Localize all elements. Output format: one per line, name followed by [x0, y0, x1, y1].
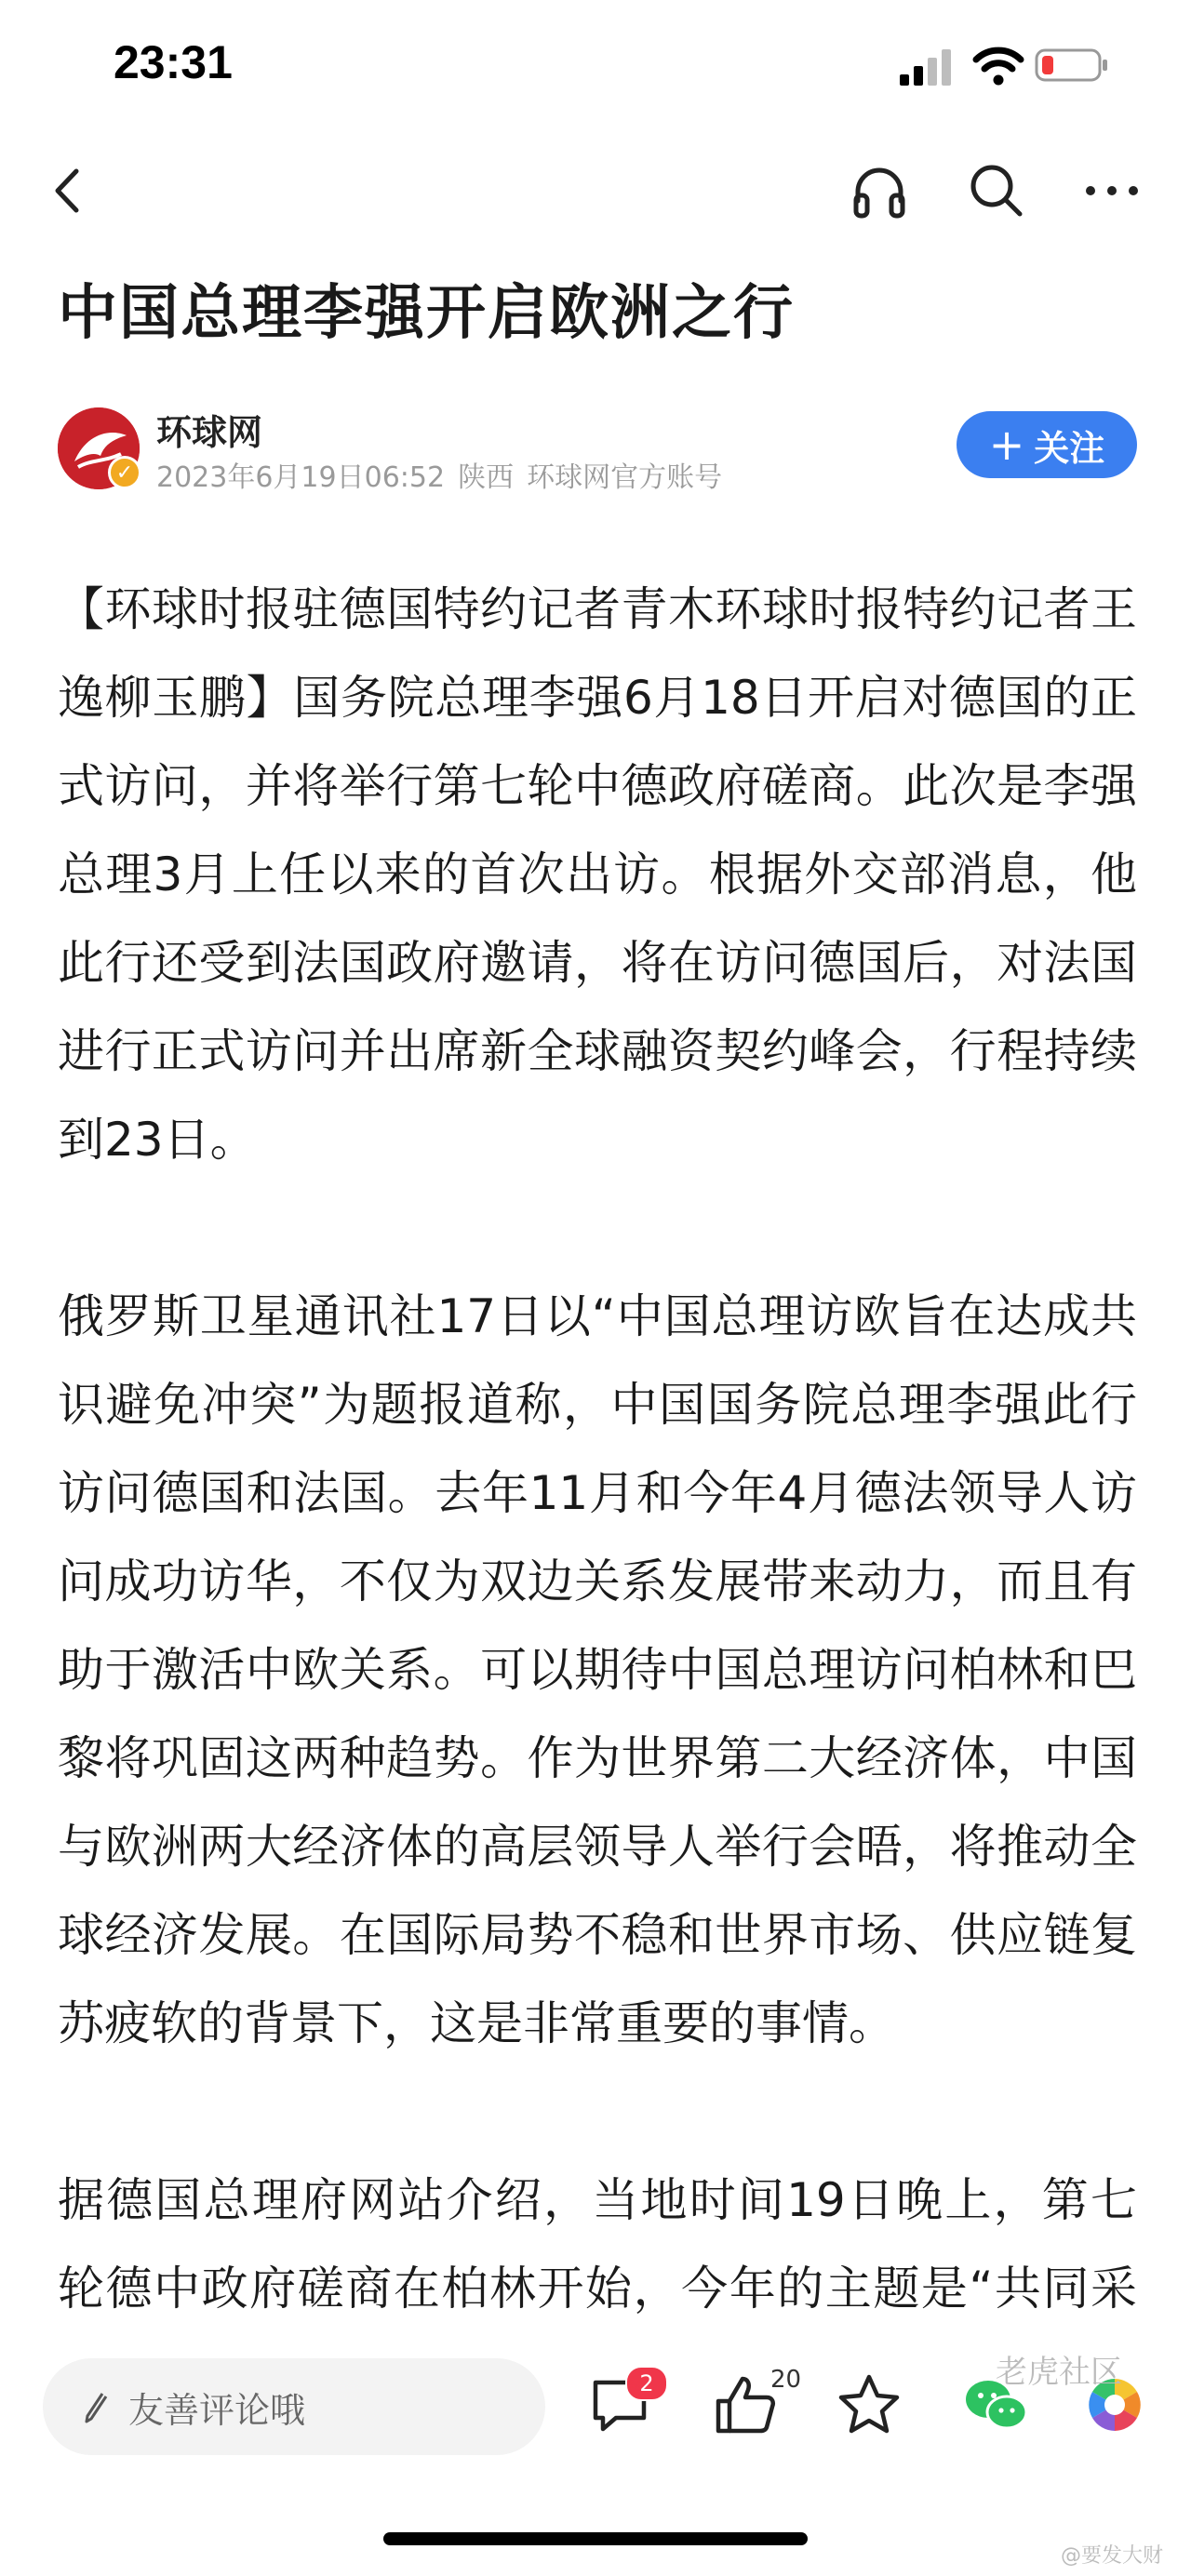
follow-button[interactable]: [957, 411, 1137, 478]
star-favorite-icon[interactable]: [834, 2369, 904, 2440]
pen-icon: [78, 2388, 115, 2425]
back-chevron-icon[interactable]: [37, 158, 102, 223]
account-type: 环球网官方账号: [527, 461, 723, 494]
battery-low-icon: [1035, 47, 1109, 84]
home-indicator[interactable]: [383, 2532, 808, 2545]
author-row: [58, 402, 1137, 495]
comment-count-badge: 2: [625, 2366, 668, 2401]
watermark-subtext: @要发大财: [1061, 2544, 1164, 2568]
nav-bar: [0, 140, 1191, 242]
comment-placeholder: 友善评论哦: [128, 2389, 306, 2431]
article-body-viewport[interactable]: [0, 566, 1191, 2329]
search-icon[interactable]: [964, 158, 1029, 223]
status-bar: [0, 0, 1191, 140]
follow-label: 关注: [1034, 427, 1105, 469]
headphones-icon[interactable]: [847, 158, 912, 223]
more-options-icon[interactable]: [1079, 158, 1144, 223]
article-body: [58, 566, 1137, 2329]
verified-badge-icon: ✓: [108, 456, 141, 489]
wifi-icon: [972, 45, 1024, 86]
author-name[interactable]: 环球网: [156, 412, 263, 453]
plus-icon: +: [988, 420, 1025, 470]
publish-date: 2023年6月19日06:52: [156, 461, 446, 494]
author-meta: [156, 454, 735, 495]
watermark-text: 老虎社区: [996, 2354, 1122, 2391]
article-paragraph: 【环球时报驻德国特约记者青木环球时报特约记者王逸柳玉鹏】国务院总理李强6月18日开启对德国的正式访问，并将举行第七轮中德政府磋商。此次是李强总理3月上任以来的首次出访。根据外交部消息，他此行还受到法国政府邀请，将在访问德国后，对法国进行正式访问并出席新全球融资契约峰会，行程持续到23日。: [58, 582, 1137, 1167]
comment-input[interactable]: [43, 2358, 545, 2455]
status-time: 23:31: [114, 36, 233, 88]
article-paragraph: 俄罗斯卫星通讯社17日以“中国总理访欧旨在达成共识避免冲突”为题报道称，中国国务院总理李强此行访问德国和法国。去年11月和今年4月德法领导人访问成功访华，不仅为双边关系发展带来动力，而且有助于激活中欧关系。可以期待中国总理访问柏林和巴黎将巩固这两种趋势。作为世界第二大经济体，中国与欧洲两大经济体的高层领导人举行会晤，将推动全球经济发展。在国际局势不稳和世界市场、供应链复苏疲软的背景下，这是非常重要的事情。: [58, 1289, 1137, 2050]
like-count: 20: [770, 2366, 802, 2394]
article-title: 中国总理李强开启欧洲之行: [58, 279, 795, 348]
cellular-signal-icon: [898, 48, 954, 86]
article-paragraph: 据德国总理府网站介绍，当地时间19日晚上，第七轮德中政府磋商在柏林开始，今年的主题是“共同采: [58, 2173, 1137, 2316]
publish-location: 陕西: [458, 461, 515, 494]
